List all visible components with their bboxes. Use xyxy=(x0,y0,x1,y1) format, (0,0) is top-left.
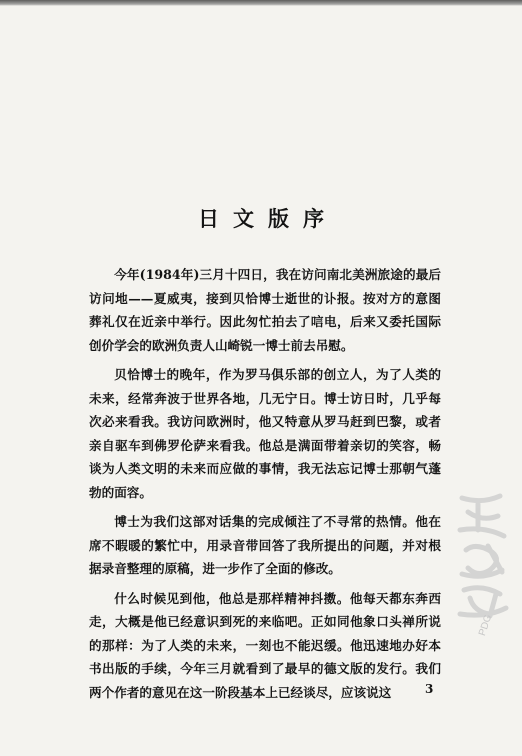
paragraph-2: 贝恰博士的晚年，作为罗马俱乐部的创立人，为了人类的未来，经常奔波于世界各地，几无宁日。博士访日时，几乎每次必来看我。我访问欧洲时，他又特意从罗马赶到巴黎，或者亲自驱车到佛罗伦萨来看我。他总是满面带着亲切的笑容，畅谈为人类文明的未来而应做的事情，我无法忘记博士那朝气蓬勃的面容。 xyxy=(89,367,441,500)
scan-edge-shadow xyxy=(0,0,522,6)
watermark-stamp xyxy=(448,490,520,640)
page-number: 3 xyxy=(425,682,434,696)
watermark-label: PDG xyxy=(477,613,495,638)
paragraph-1: 今年(1984年)三月十四日，我在访问南北美洲旅途的最后访问地——夏威夷，接到贝恰博士逝世的讣报。按对方的意图葬礼仅在近亲中举行。因此匆忙拍去了唁电，后来又委托国际创价学会的欧洲负责人山崎锐一博士前去吊慰。 xyxy=(89,267,441,353)
page-title: 日文版序 xyxy=(198,206,338,231)
body-text xyxy=(89,263,441,704)
paragraph-4: 什么时候见到他，他总是那样精神抖擞。他每天都东奔西走，大概是他已经意识到死的来临吧。正如同他象口头禅所说的那样：为了人类的未来，一刻也不能迟缓。他迅速地办好本书出版的手续，今年三月就看到了最早的德文版的发行。我们两个作者的意见在这一阶段基本上已经谈尽，应该说这 xyxy=(89,590,441,700)
paragraph-3: 博士为我们这部对话集的完成倾注了不寻常的热情。他在席不暇暖的繁忙中，用录音带回答了我所提出的问题，并对根据录音整理的原稿，进一步作了全面的修改。 xyxy=(89,514,441,576)
